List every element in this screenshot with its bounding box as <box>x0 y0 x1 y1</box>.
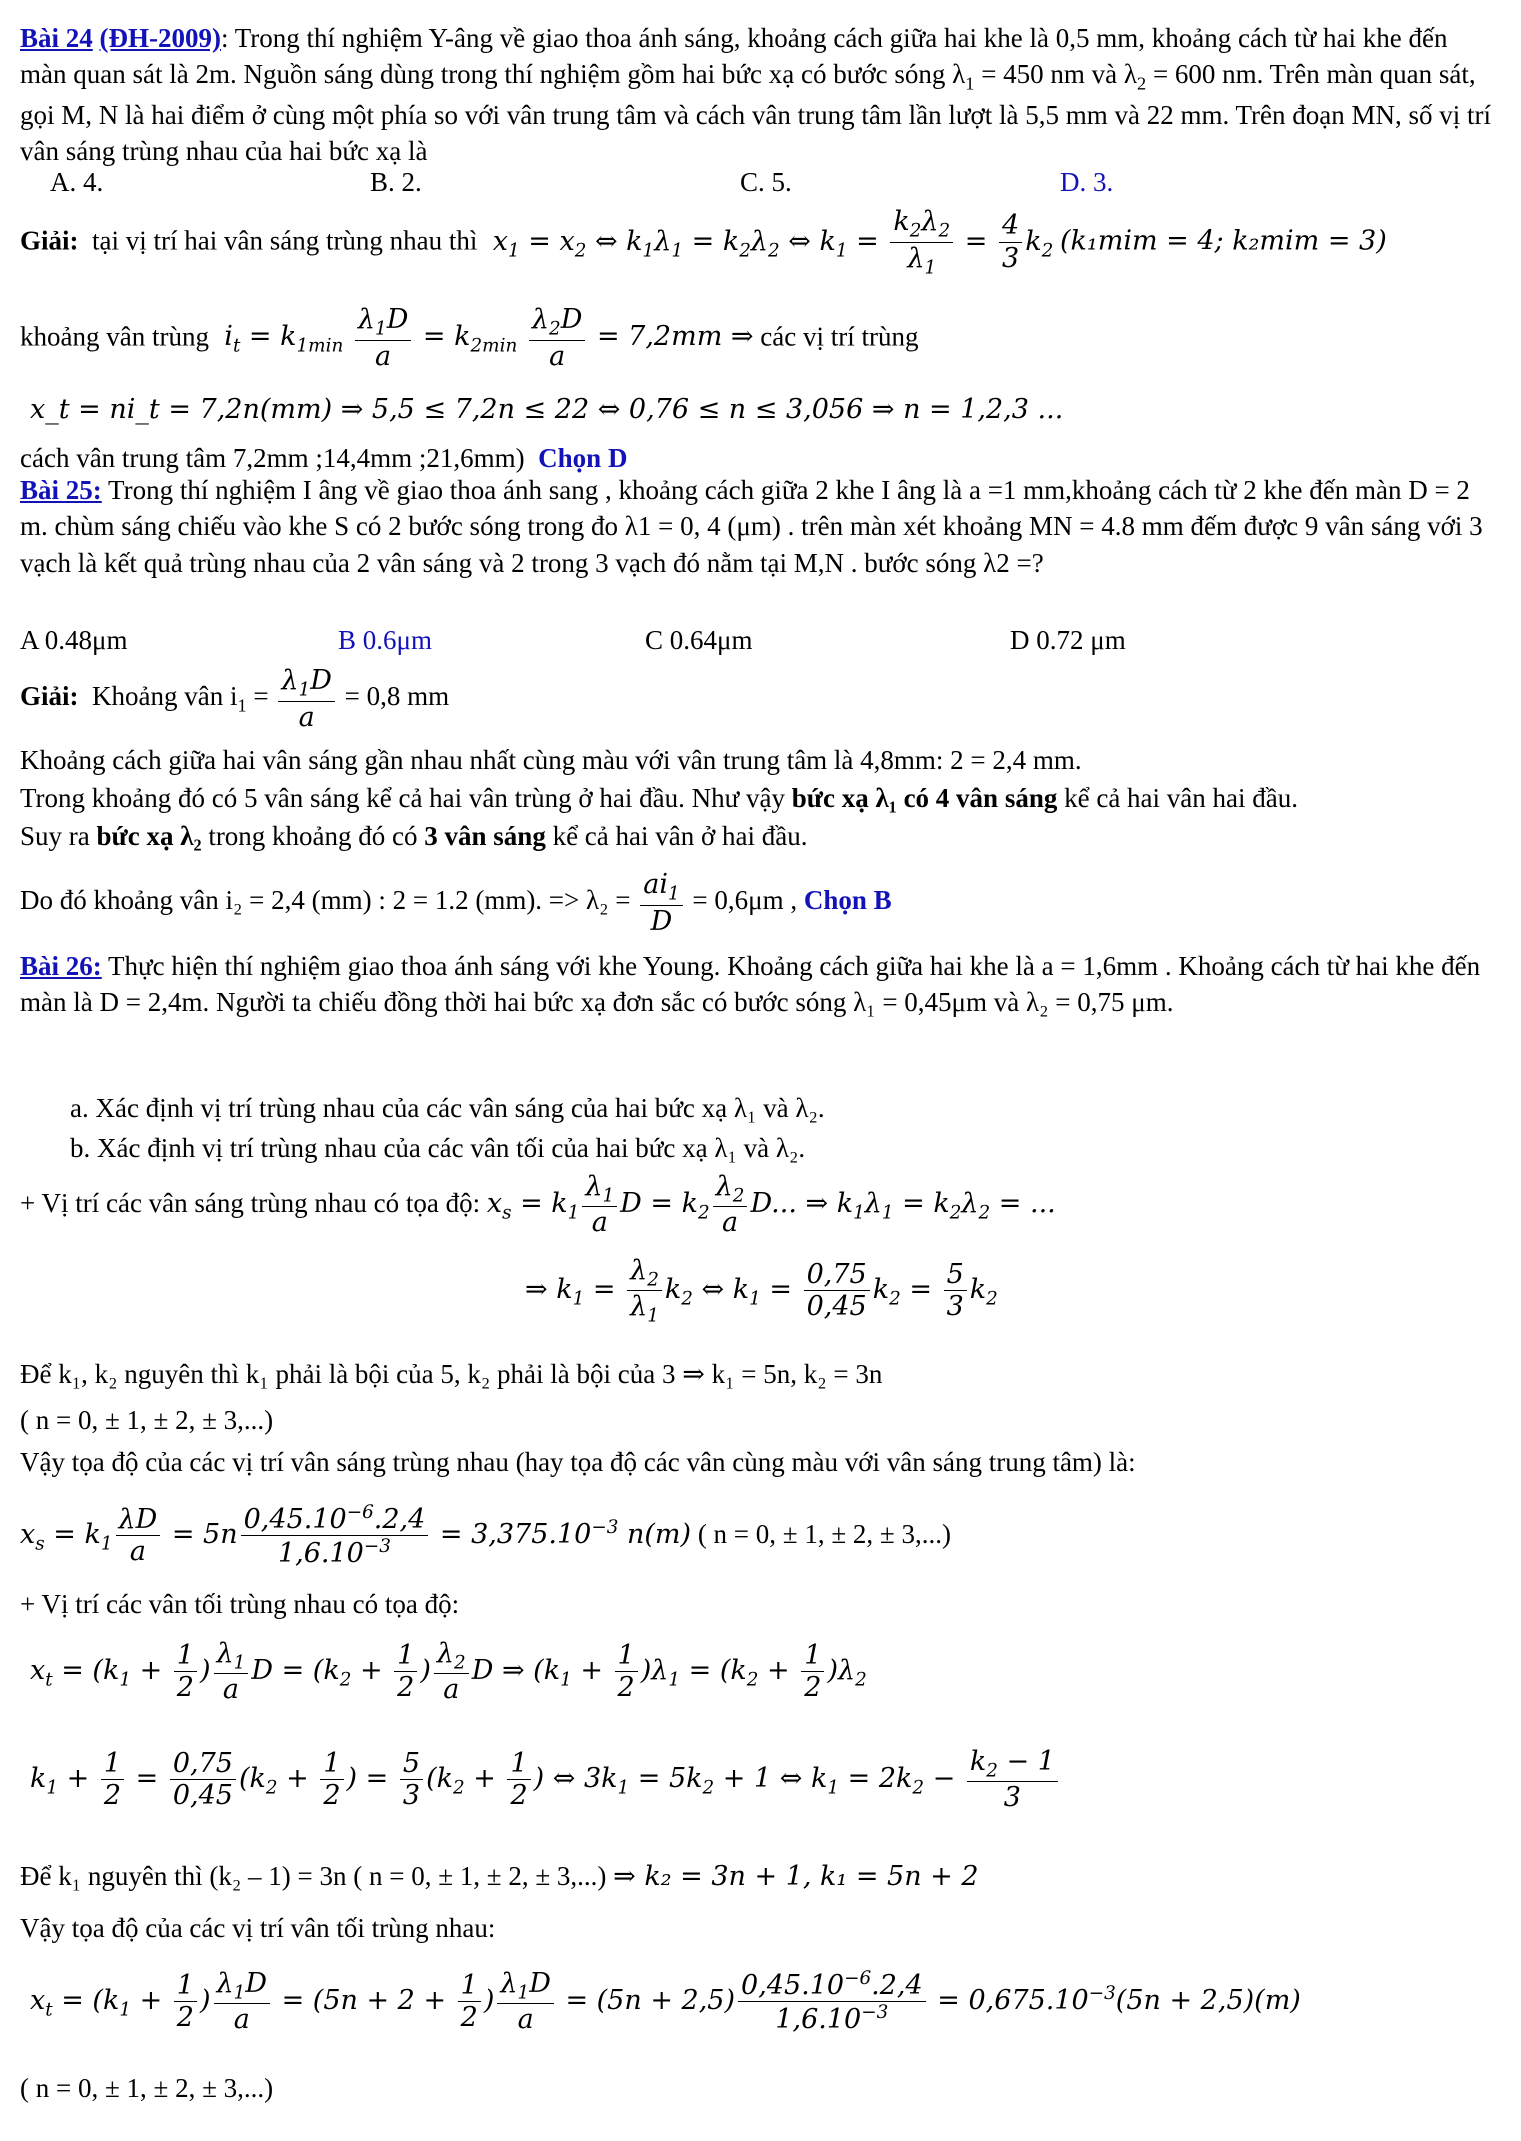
b25-option-b: B 0.6μm <box>338 625 432 655</box>
b26-bright-line1 <box>20 1168 1500 1248</box>
b25-option-a: A 0.48μm <box>20 625 128 655</box>
b25-sol3-b: bức xạ λ₁ có 4 vân sáng <box>791 783 1058 813</box>
b26-part-b: b. Xác định vị trí trùng nhau của các vân tối của hai bức xạ λ₁ và λ₂. <box>70 1133 806 1163</box>
b26-n-values-1: ( n = 0, ± 1, ± 2, ± 3,...) <box>20 1405 274 1435</box>
b25-option-d: D 0.72 μm <box>1010 625 1126 655</box>
b24-choose: Chọn D <box>538 443 628 473</box>
b26-formula-k-ratio: ⇒ $k_1$ = $\frac{\lambda_2}{\lambda_1}$ $k_2$ ⇔ $k_1$ = $\frac{0,75}{0,45}$ $k_2$ = $\frac{5}{3}$ $k_2$ <box>525 1254 998 1327</box>
b26-formula-xt-result: $x_t = (k_1$ + $\frac{1}{2}$ ) $\frac{\lambda_1D}{a}$ = (5n + 2 + $\frac{1}{2}$ ) $\frac{\lambda_1D}{a}$ = (5n + 2,5) $\frac{0,45.10^{-6}.2,4}{1,6.10^{-3}}$ = $0,675.10^{-3}(5n + 2,5)(m)$ <box>30 1967 1301 2036</box>
b26-dark-k-values: ⇒ k₂ = 3n + 1, k₁ = 5n + 2 <box>613 1861 979 1892</box>
b24-solution-label: Giải: <box>20 225 79 256</box>
b26-bright-result <box>20 1490 1500 1582</box>
b24-option-a: A. 4. <box>50 167 104 197</box>
b26-question-text: Thực hiện thí nghiệm giao thoa ánh sáng với khe Young. Khoảng cách giữa hai khe là a = 1,6mm . Khoảng cách từ hai khe đến màn là D = 2,4m. Người ta chiếu đồng thời hai bức xạ đơn sắc có bước sóng λ₁ = 0,45μm và λ₂ = 0,75 μm. <box>20 951 1481 1018</box>
b25-sol3-c: kể cả hai vân hai đầu. <box>1057 783 1298 813</box>
b25-formula-i1: $\frac{\lambda_1D}{a}$ <box>278 665 334 733</box>
b24-formula-it: $i_t = k_{1min}$ $\frac{\lambda_1D}{a}$ = $k_{2min}$ $\frac{\lambda_2D}{a}$ = 7,2mm ⇒ <box>215 304 754 372</box>
b25-sol4-d: 3 vân sáng <box>424 821 546 851</box>
b26-n-values-2: ( n = 0, ± 1, ± 2, ± 3,...) <box>697 1519 951 1549</box>
b26-bright-conclusion: Vậy tọa độ của các vị trí vân sáng trùng nhau (hay tọa độ các vân cùng màu với vân sáng trung tâm) là: <box>20 1447 1136 1477</box>
b25-solution-line1: Giải: Khoảng vân $i_1$ = $\frac{\lambda_1D}{a}$ = 0,8 mm <box>20 665 450 733</box>
b24-solution-line4 <box>20 440 1500 476</box>
b26-n-values-3: ( n = 0, ± 1, ± 2, ± 3,...) <box>20 2073 274 2103</box>
b25-title: Bài 25: <box>20 475 102 505</box>
b24-formula-coincide: $x_1 = x_2$ ⇔ $k_1\lambda_1 = k_2\lambda_2$ ⇔ $k_1$ = $\frac{k_2\lambda_2}{\lambda_1}$ = $\frac{4}{3}$ $k_2$ <box>484 206 1054 278</box>
b24-formula-xt: x_t = ni_t = 7,2n(mm) ⇒ 5,5 ≤ 7,2n ≤ 22 ⇔ 0,76 ≤ n ≤ 3,056 ⇒ n = 1,2,3 ... <box>30 394 1064 425</box>
b26-title: Bài 26: <box>20 951 102 981</box>
b25-formula-lambda2: $\frac{ai_1}{D}$ <box>640 869 682 937</box>
b26-dark-conclusion: Vậy tọa độ của các vị trí vân tối trùng nhau: <box>20 1913 496 1943</box>
b24-q-part3: = 600 nm. Trên màn quan sát, gọi M, N là hai điểm ở cùng một phía so với vân trung tâm và cách vân trung tâm lần lượt là 5,5 mm và 22 mm. Trên đoạn MN, số vị trí vân sáng trùng nhau của hai bức xạ là <box>20 59 1492 167</box>
b26-formula-xs: $x_s = k_1$ $\frac{\lambda_1}{a}$ $D = k_2$ $\frac{\lambda_2}{a}$ D... ⇒ $k_1\lambda_1 = k_2\lambda_2$ = ... <box>486 1170 1056 1239</box>
b25-solution-text1-end: = 0,8 mm <box>344 681 450 711</box>
b25-question <box>20 472 1500 581</box>
b24-tag: (ĐH-2009) <box>99 23 221 53</box>
b24-solution-text1: tại vị trí hai vân sáng trùng nhau thì <box>92 225 478 256</box>
b24-solution-line2 <box>20 304 1500 377</box>
b25-sol4-a: Suy ra <box>20 821 97 851</box>
b26-part-a: a. Xác định vị trí trùng nhau của các vân sáng của hai bức xạ λ₁ và λ₂. <box>70 1093 825 1123</box>
b26-integer-condition: Để k₁, k₂ nguyên thì k₁ phải là bội của 5, k₂ phải là bội của 3 ⇒ k₁ = 5n, k₂ = 3n <box>20 1359 883 1389</box>
b24-solution-line1 <box>20 206 1500 281</box>
b25-solution-line3 <box>20 780 1500 816</box>
b24-option-d: D. 3. <box>1060 167 1114 197</box>
b25-option-c: C 0.64μm <box>645 625 753 655</box>
b24-kmin-values: (k₁mim = 4; k₂mim = 3) <box>1060 225 1387 257</box>
b24-solution-text4: cách vân trung tâm 7,2mm ;14,4mm ;21,6mm) <box>20 443 525 473</box>
b25-choose: Chọn B <box>803 885 892 915</box>
b26-formula-xt: $x_t = (k_1$ + $\frac{1}{2}$ ) $\frac{\lambda_1}{a}$ $D = (k_2$ + $\frac{1}{2}$ ) $\frac{\lambda_2}{a}$ D ⇒ ($k_1$ + $\frac{1}{2}$ )$\lambda_1 = (k_2$ + $\frac{1}{2}$ )$\lambda_2$ <box>30 1637 867 1706</box>
b25-solution-text5: Do đó khoảng vân i₂ = 2,4 (mm) : 2 = 1.2 (mm). => λ₂ = <box>20 885 631 915</box>
b24-options <box>20 164 1500 200</box>
b26-dark-text: + Vị trí các vân tối trùng nhau có tọa độ: <box>20 1589 460 1619</box>
b24-q-part2: = 450 nm và λ <box>974 59 1137 90</box>
b25-solution-line4 <box>20 818 1500 854</box>
b26-formula-k-dark: $k_1$ + $\frac{1}{2}$ = $\frac{0,75}{0,45}$ ($k_2$ + $\frac{1}{2}$ ) = $\frac{5}{3}$ ($k_2$ + $\frac{1}{2}$ ) ⇔ $3k_1 = 5k_2 + 1$ ⇔ $k_1 = 2k_2$ − $\frac{k_2 - 1}{3}$ <box>30 1738 1510 1829</box>
b25-solution-line2: Khoảng cách giữa hai vân sáng gần nhau nhất cùng màu với vân trung tâm là 4,8mm: 2 = 2,4 mm. <box>20 745 1082 775</box>
b25-sol4-b: bức xạ λ₂ <box>96 821 202 851</box>
b25-solution-label: Giải: <box>20 681 79 711</box>
b26-dark-condition <box>20 1858 1500 1895</box>
b26-bright-text: + Vị trí các vân sáng trùng nhau có tọa độ: <box>20 1188 481 1218</box>
b25-sol3-a: Trong khoảng đó có 5 vân sáng kể cả hai vân trùng ở hai đầu. Như vậy <box>20 783 792 813</box>
b25-question-text: Trong thí nghiệm I âng về giao thoa ánh sang , khoảng cách giữa 2 khe I âng là a =1 mm,khoảng cách từ 2 khe đến màn D = 2 m. chùm sáng chiếu vào khe S có 2 bước sóng trong đo λ1 = 0, 4 (μm) . trên màn xét khoảng MN = 4.8 mm đếm được 9 vân sáng với 3 vạch là kết quả trùng nhau của 2 vân sáng và 2 trong 3 vạch đó nằm tại M,N . bước sóng λ2 =? <box>20 475 1483 578</box>
b24-question: Bài 24 (ĐH-2009): Trong thí nghiệm Y-âng về giao thoa ánh sáng, khoảng cách giữa hai khe là 0,5 mm, khoảng cách từ hai khe đến màn quan sát là 2m. Nguồn sáng dùng trong thí nghiệm gồm hai bức xạ có bước sóng $\lambda_1 = 450$ nm và $\lambda_2 = 600$ nm. Trên màn quan sát, gọi M, N là hai điểm ở cùng một phía so với vân trung tâm và cách vân trung tâm lần lượt là 5,5 mm và 22 mm. Trên đoạn MN, số vị trí vân sáng trùng nhau của hai bức xạ là <box>20 23 1492 167</box>
b25-sol4-c: trong khoảng đó có <box>201 821 425 851</box>
b24-solution-text2-end: các vị trí trùng <box>760 321 919 352</box>
b25-options <box>20 622 1500 658</box>
b24-q-part1: : Trong thí nghiệm Y-âng về giao thoa ánh sáng, khoảng cách giữa hai khe là 0,5 mm, khoảng cách từ hai khe đến màn quan sát là 2m. Nguồn sáng dùng trong thí nghiệm gồm hai bức xạ có bước sóng λ <box>20 23 1448 90</box>
b24-title: Bài 24 <box>20 23 93 53</box>
b26-formula-xs-result: $x_s = k_1$ $\frac{\lambda D}{a}$ = 5n $\frac{0,45.10^{-6}.2,4}{1,6.10^{-3}}$ = $3,375.10^{-3}$ n(m) <box>20 1501 692 1569</box>
b25-solution-text1: Khoảng vân i <box>92 681 238 711</box>
b26-question <box>20 948 1500 1021</box>
b25-solution-line5 <box>20 864 1500 937</box>
b24-solution-text2: khoảng vân trùng <box>20 321 209 352</box>
b25-solution-text5-end: = 0,6μm , <box>692 885 798 915</box>
b24-option-c: C. 5. <box>740 167 792 197</box>
b24-option-b: B. 2. <box>370 167 422 197</box>
b26-dark-condition-text: Để k₁ nguyên thì (k₂ – 1) = 3n ( n = 0, ± 1, ± 2, ± 3,...) <box>20 1861 607 1891</box>
b25-sol4-e: kể cả hai vân ở hai đầu. <box>545 821 808 851</box>
